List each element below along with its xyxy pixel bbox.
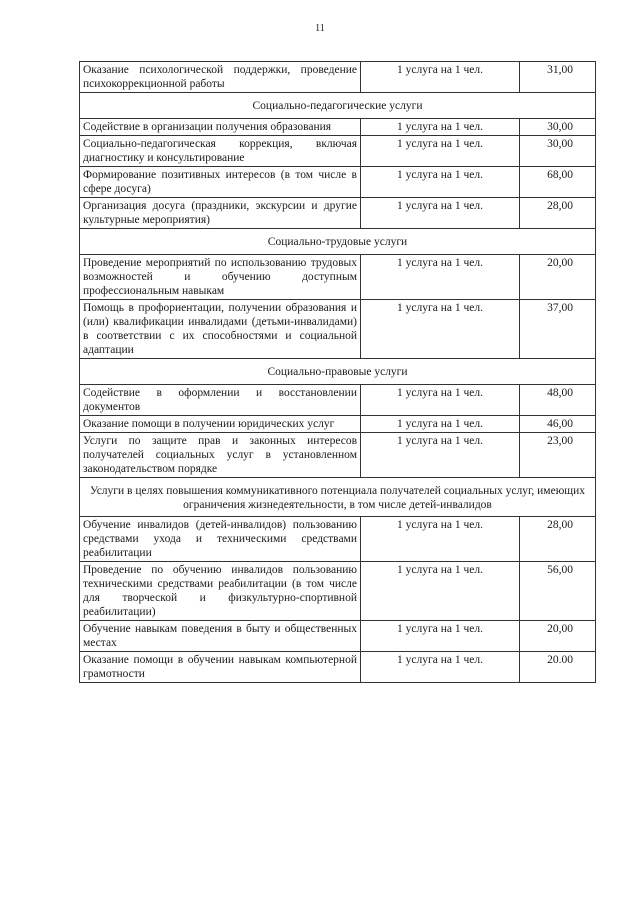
service-name: Оказание психологической поддержки, проведение психокоррекционной работы [80, 62, 361, 93]
service-row [80, 300, 596, 359]
service-price: 20,00 [520, 621, 596, 652]
service-row [80, 198, 596, 229]
service-row [80, 136, 596, 167]
service-unit: 1 услуга на 1 чел. [361, 255, 520, 300]
service-price: 31,00 [520, 62, 596, 93]
service-row [80, 385, 596, 416]
section-header-row [80, 93, 596, 119]
service-unit: 1 услуга на 1 чел. [361, 300, 520, 359]
service-price: 37,00 [520, 300, 596, 359]
service-unit: 1 услуга на 1 чел. [361, 62, 520, 93]
service-name: Проведение по обучению инвалидов пользованию техническими средствами реабилитации (в том числе для творческой и физкультурно-спортивной реабилитации) [80, 562, 361, 621]
service-unit: 1 услуга на 1 чел. [361, 416, 520, 433]
service-price: 30,00 [520, 119, 596, 136]
service-price: 28,00 [520, 517, 596, 562]
service-unit: 1 услуга на 1 чел. [361, 167, 520, 198]
section-header-row [80, 229, 596, 255]
services-table [79, 61, 596, 683]
service-row [80, 517, 596, 562]
service-name: Формирование позитивных интересов (в том числе в сфере досуга) [80, 167, 361, 198]
service-price: 56,00 [520, 562, 596, 621]
section-title: Социально-трудовые услуги [80, 229, 596, 255]
service-price: 46,00 [520, 416, 596, 433]
page-number: 11 [315, 23, 325, 34]
service-unit: 1 услуга на 1 чел. [361, 198, 520, 229]
service-name: Помощь в профориентации, получении образования и (или) квалификации инвалидами (детьми-инвалидами) в соответствии с их способностями и социальной адаптации [80, 300, 361, 359]
service-unit: 1 услуга на 1 чел. [361, 433, 520, 478]
service-unit: 1 услуга на 1 чел. [361, 119, 520, 136]
service-unit: 1 услуга на 1 чел. [361, 136, 520, 167]
service-unit: 1 услуга на 1 чел. [361, 562, 520, 621]
service-price: 68,00 [520, 167, 596, 198]
service-row [80, 255, 596, 300]
service-row [80, 62, 596, 93]
service-name: Услуги по защите прав и законных интересов получателей социальных услуг в установленном законодательством порядке [80, 433, 361, 478]
section-title: Социально-правовые услуги [80, 359, 596, 385]
section-header-row [80, 478, 596, 517]
service-name: Обучение инвалидов (детей-инвалидов) пользованию средствами ухода и техническими средствами реабилитации [80, 517, 361, 562]
service-unit: 1 услуга на 1 чел. [361, 621, 520, 652]
service-row [80, 119, 596, 136]
section-title: Социально-педагогические услуги [80, 93, 596, 119]
service-price: 23,00 [520, 433, 596, 478]
service-unit: 1 услуга на 1 чел. [361, 517, 520, 562]
service-row [80, 167, 596, 198]
service-unit: 1 услуга на 1 чел. [361, 385, 520, 416]
services-table-body [80, 62, 596, 683]
service-row [80, 433, 596, 478]
service-name: Оказание помощи в обучении навыкам компьютерной грамотности [80, 652, 361, 683]
service-row [80, 652, 596, 683]
service-price: 20,00 [520, 255, 596, 300]
service-name: Содействие в организации получения образования [80, 119, 361, 136]
service-name: Проведение мероприятий по использованию трудовых возможностей и обучению доступным профессиональным навыкам [80, 255, 361, 300]
service-price: 20.00 [520, 652, 596, 683]
service-unit: 1 услуга на 1 чел. [361, 652, 520, 683]
service-name: Социально-педагогическая коррекция, включая диагностику и консультирование [80, 136, 361, 167]
section-header-row [80, 359, 596, 385]
service-row [80, 416, 596, 433]
service-name: Обучение навыкам поведения в быту и общественных местах [80, 621, 361, 652]
service-name: Содействие в оформлении и восстановлении документов [80, 385, 361, 416]
service-price: 30,00 [520, 136, 596, 167]
service-name: Оказание помощи в получении юридических услуг [80, 416, 361, 433]
service-price: 28,00 [520, 198, 596, 229]
service-row [80, 621, 596, 652]
service-price: 48,00 [520, 385, 596, 416]
section-title: Услуги в целях повышения коммуникативного потенциала получателей социальных услуг, имеющих ограничения жизнедеятельности, в том числе детей-инвалидов [80, 478, 596, 517]
service-row [80, 562, 596, 621]
service-name: Организация досуга (праздники, экскурсии и другие культурные мероприятия) [80, 198, 361, 229]
